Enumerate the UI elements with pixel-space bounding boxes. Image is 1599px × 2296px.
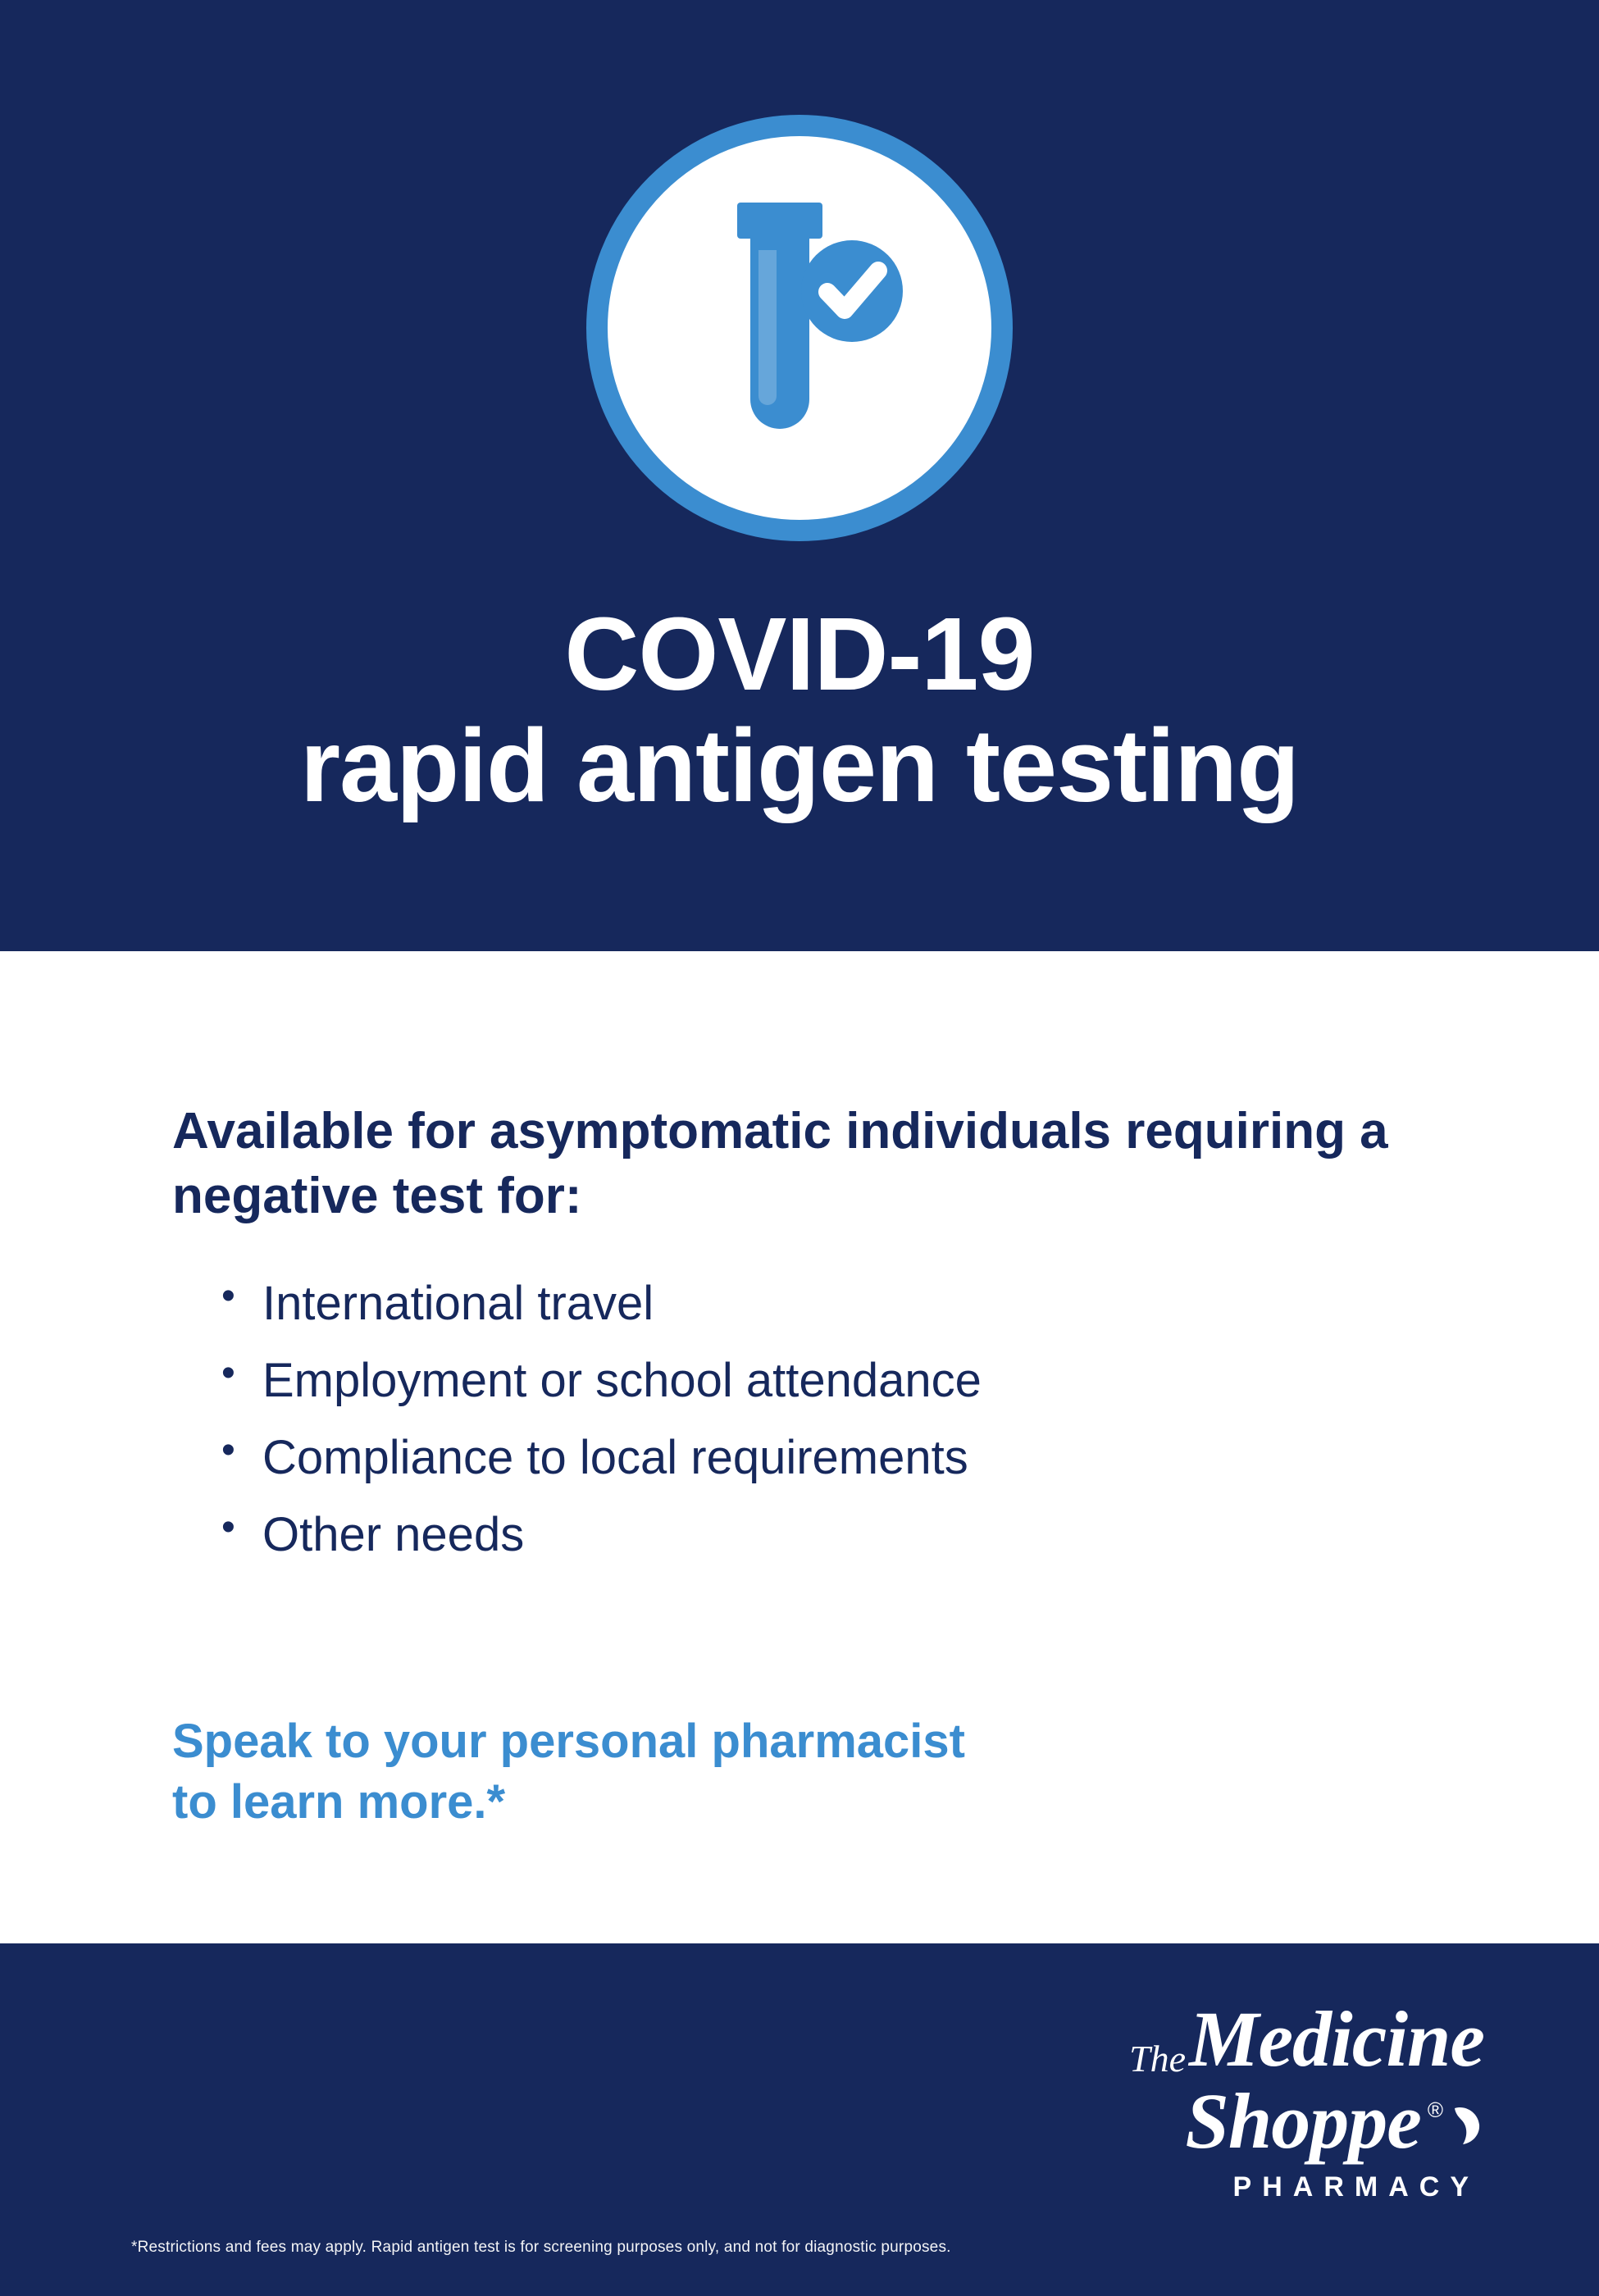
list-item: • Compliance to local requirements [172, 1434, 1427, 1511]
logo-row-shoppe [1041, 2077, 1484, 2166]
content-section [0, 951, 1599, 1943]
footer-section [0, 1943, 1599, 2296]
call-to-action [172, 1711, 1427, 1833]
eligibility-list [172, 1276, 1427, 1588]
title-line-1: COVID-19 [564, 596, 1035, 712]
page-title [299, 596, 1300, 824]
cta-line-1: Speak to your personal pharmacist [172, 1714, 965, 1768]
registered-mark: ® [1427, 2098, 1443, 2123]
mortar-pestle-icon [1450, 2103, 1484, 2155]
list-item: • Other needs [172, 1511, 1427, 1588]
list-item: • International travel [172, 1280, 1427, 1357]
logo-row-medicine [1041, 1995, 1484, 2083]
hero-section [0, 0, 1599, 951]
logo-pharmacy: PHARMACY [1232, 2171, 1479, 2203]
lead-paragraph: Available for asymptomatic individuals requiring a negative test for: [172, 1103, 1388, 1225]
disclaimer-text: *Restrictions and fees may apply. Rapid antigen test is for screening purposes only, and not for diagnostic purposes. [131, 2239, 951, 2256]
logo-shoppe: Shoppe [1185, 2077, 1421, 2166]
cta-line-2: to learn more.* [172, 1774, 506, 1829]
test-tube-check-icon [586, 115, 1013, 541]
brand-logo [1041, 1995, 1484, 2203]
logo-medicine: Medicine [1189, 1995, 1484, 2083]
title-line-2: rapid antigen testing [299, 708, 1300, 824]
list-item: • Employment or school attendance [172, 1357, 1427, 1434]
logo-the: The [1129, 2038, 1187, 2080]
